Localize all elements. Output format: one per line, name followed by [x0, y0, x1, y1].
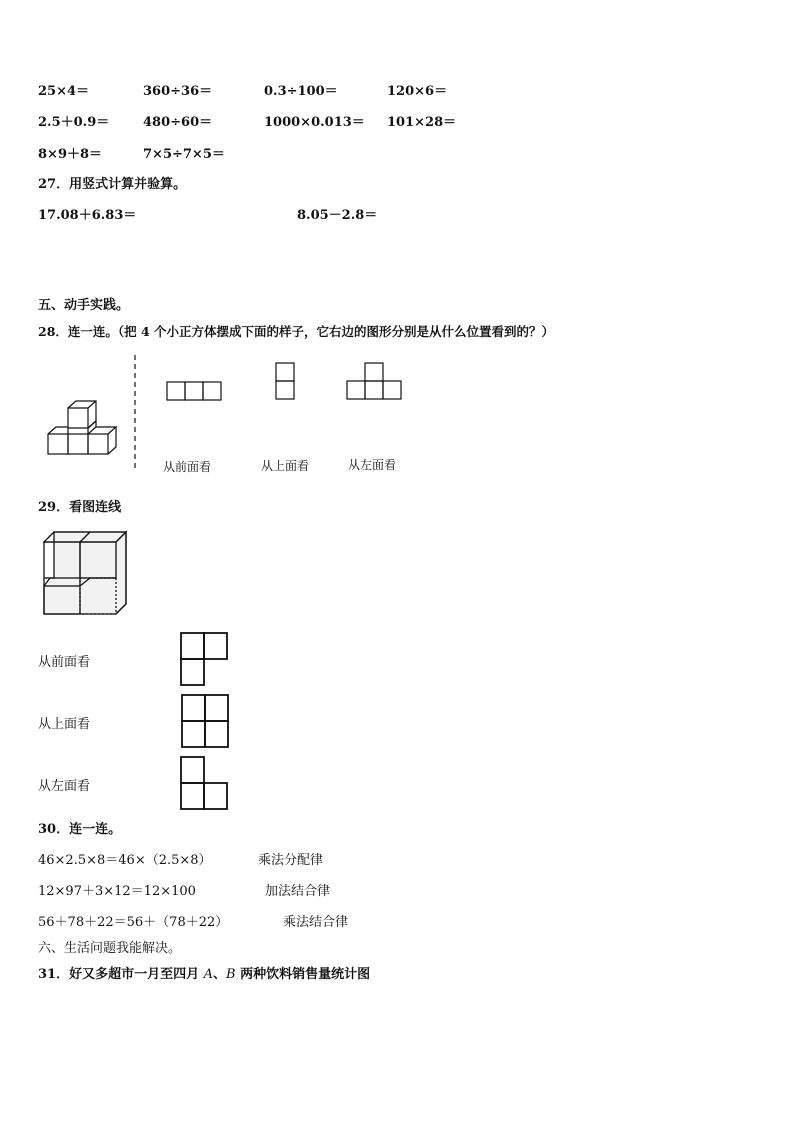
q29-view-shape-2 — [181, 694, 231, 748]
q28-cube-stack-figure — [46, 400, 126, 460]
q27-title: 27．用竖式计算并验算。 — [38, 177, 187, 192]
section-5-heading: 五、动手实践。 — [38, 298, 130, 313]
section-6-heading: 六、生活问题我能解决。 — [38, 941, 182, 956]
q30-left-3: 56＋78＋22＝56＋（78＋22） — [38, 915, 229, 930]
q28-view-shape-2 — [275, 362, 295, 400]
q31-sep: 、 — [213, 967, 227, 982]
q27-expr-2: 8.05－2.8＝ — [297, 208, 378, 223]
q30-title: 30．连一连。 — [38, 822, 122, 837]
q30-left-1: 46×2.5×8＝46×（2.5×8） — [38, 853, 212, 868]
oral-calc-1: 25×4＝ — [38, 84, 90, 99]
oral-calc-4: 120×6＝ — [387, 84, 448, 99]
oral-calc-10: 7×5÷7×5＝ — [143, 147, 225, 162]
q28-label-front: 从前面看 — [163, 460, 212, 474]
q30-left-2: 12×97＋3×12＝12×100 — [38, 884, 196, 899]
q30-right-3: 乘法结合律 — [283, 915, 349, 930]
q31-series-a: A — [203, 967, 214, 982]
q29-view-shape-1 — [180, 632, 230, 686]
q28-title: 28．连一连。（把 4 个小正方体摆成下面的样子，它右边的图形分别是从什么位置看到的？） — [38, 324, 555, 339]
q31-prefix: 31．好又多超市一月至四月 — [38, 967, 204, 982]
q29-label-left: 从左面看 — [38, 779, 91, 794]
oral-calc-5: 2.5＋0.9＝ — [38, 115, 110, 130]
q28-view-shape-1 — [166, 381, 222, 401]
oral-calc-2: 360÷36＝ — [143, 84, 213, 99]
q28-label-left: 从左面看 — [348, 458, 397, 472]
q30-right-1: 乘法分配律 — [258, 853, 324, 868]
q30-right-2: 加法结合律 — [265, 884, 331, 899]
q28-divider-line — [133, 355, 137, 470]
q28-view-shape-3 — [346, 362, 402, 400]
oral-calc-9: 8×9＋8＝ — [38, 147, 103, 162]
q31-title — [38, 967, 370, 983]
q31-series-b: B — [226, 967, 236, 982]
oral-calc-3: 0.3÷100＝ — [264, 84, 338, 99]
oral-calc-8: 101×28＝ — [387, 115, 457, 130]
q31-suffix: 两种饮料销售量统计图 — [235, 967, 371, 982]
q27-expr-1: 17.08＋6.83＝ — [38, 208, 137, 223]
q29-cube-figure — [40, 528, 130, 624]
q29-title: 29．看图连线 — [38, 500, 122, 515]
q28-label-top: 从上面看 — [261, 459, 310, 473]
q29-view-shape-3 — [180, 756, 230, 810]
oral-calc-6: 480÷60＝ — [143, 115, 213, 130]
q29-label-front: 从前面看 — [38, 655, 91, 670]
oral-calc-7: 1000×0.013＝ — [264, 115, 365, 130]
q29-label-top: 从上面看 — [38, 717, 91, 732]
